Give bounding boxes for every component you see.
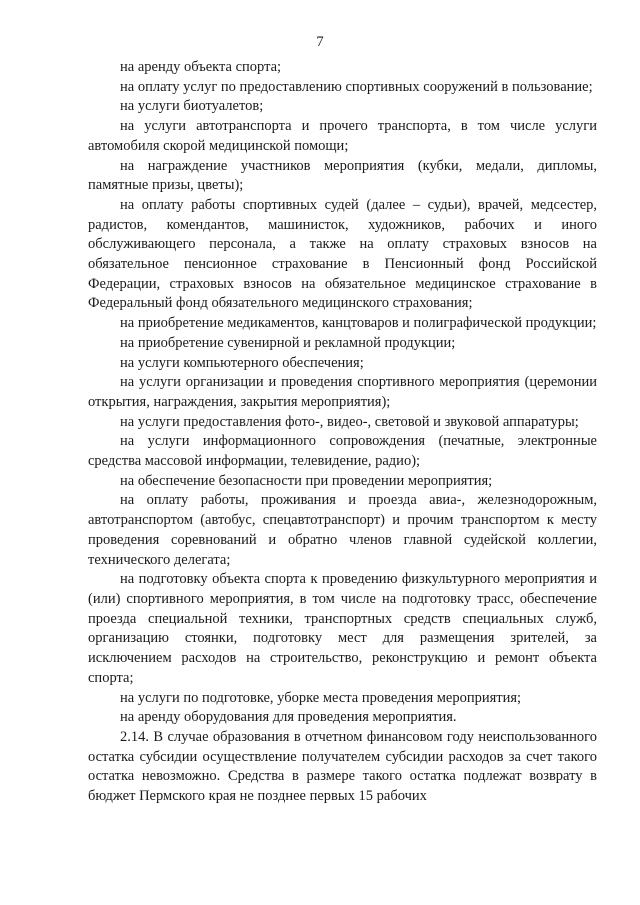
paragraph: на аренду объекта спорта; [120, 59, 282, 75]
paragraph: на оплату услуг по предоставлению спортивных сооружений в пользование; [120, 78, 593, 95]
paragraph: на оплату работы спортивных судей (далее – судьи), врачей, медсестер, радистов, комендантов, машинисток, художников, рабочих и иного обслуживающего персонала, а также на оплату страховых взносов на обязательное пенсионное страхование в Пенсионный фонд Российской Федерации, страховых взносов на обязательное медицинское страхование в Федеральный фонд обязательного медицинского страхования; [88, 196, 597, 312]
paragraph: на аренду оборудования для проведения мероприятия. [120, 709, 457, 726]
paragraph: на оплату работы, проживания и проезда авиа-, железнодорожным, автотранспортом (автобус, спецавтотранспорт) и прочим транспортом к месту проведения соревнований и обратно членов главной судейской коллегии, технического делегата; [88, 492, 597, 568]
paragraph: на услуги информационного сопровождения (печатные, электронные средства массовой информации, телевидение, радио); [88, 433, 597, 470]
page-number: 7 [316, 34, 324, 50]
paragraph: на обеспечение безопасности при проведении мероприятия; [120, 472, 493, 489]
paragraph: на услуги организации и проведения спортивного мероприятия (церемонии открытия, награждения, закрытия мероприятия); [88, 374, 597, 410]
paragraph: на приобретение сувенирной и рекламной продукции; [120, 334, 456, 351]
paragraph: на подготовку объекта спорта к проведению физкультурного мероприятия и (или) спортивного мероприятия, в том числе на подготовку трасс, обеспечение проезда специальной техники, транспортных средств специальных служб, организацию стоянки, подготовку мест для размещения зрителей, за исключением расходов на строительство, реконструкцию и ремонт объекта спорта; [88, 571, 597, 686]
paragraph: 2.14. В случае образования в отчетном финансовом году неиспользованного остатка субсидии осуществление получателем субсидии расходов за счет такого остатка невозможно. Средства в размере такого остатка подлежат возврату в бюджет Пермского края не позднее первых 15 рабочих [88, 728, 597, 805]
body-text [88, 58, 597, 807]
paragraph: на услуги автотранспорта и прочего транспорта, в том числе услуги автомобиля скорой медицинской помощи; [88, 118, 597, 154]
paragraph: на услуги по подготовке, уборке места проведения мероприятия; [120, 689, 522, 706]
paragraph: на награждение участников мероприятия (кубки, медали, дипломы, памятные призы, цветы); [88, 157, 597, 194]
paragraph: на услуги предоставления фото-, видео-, световой и звуковой аппаратуры; [120, 413, 579, 430]
paragraph: на услуги компьютерного обеспечения; [120, 354, 364, 371]
paragraph: на услуги биотуалетов; [120, 98, 264, 115]
paragraph: на приобретение медикаментов, канцтоваров и полиграфической продукции; [120, 315, 597, 332]
